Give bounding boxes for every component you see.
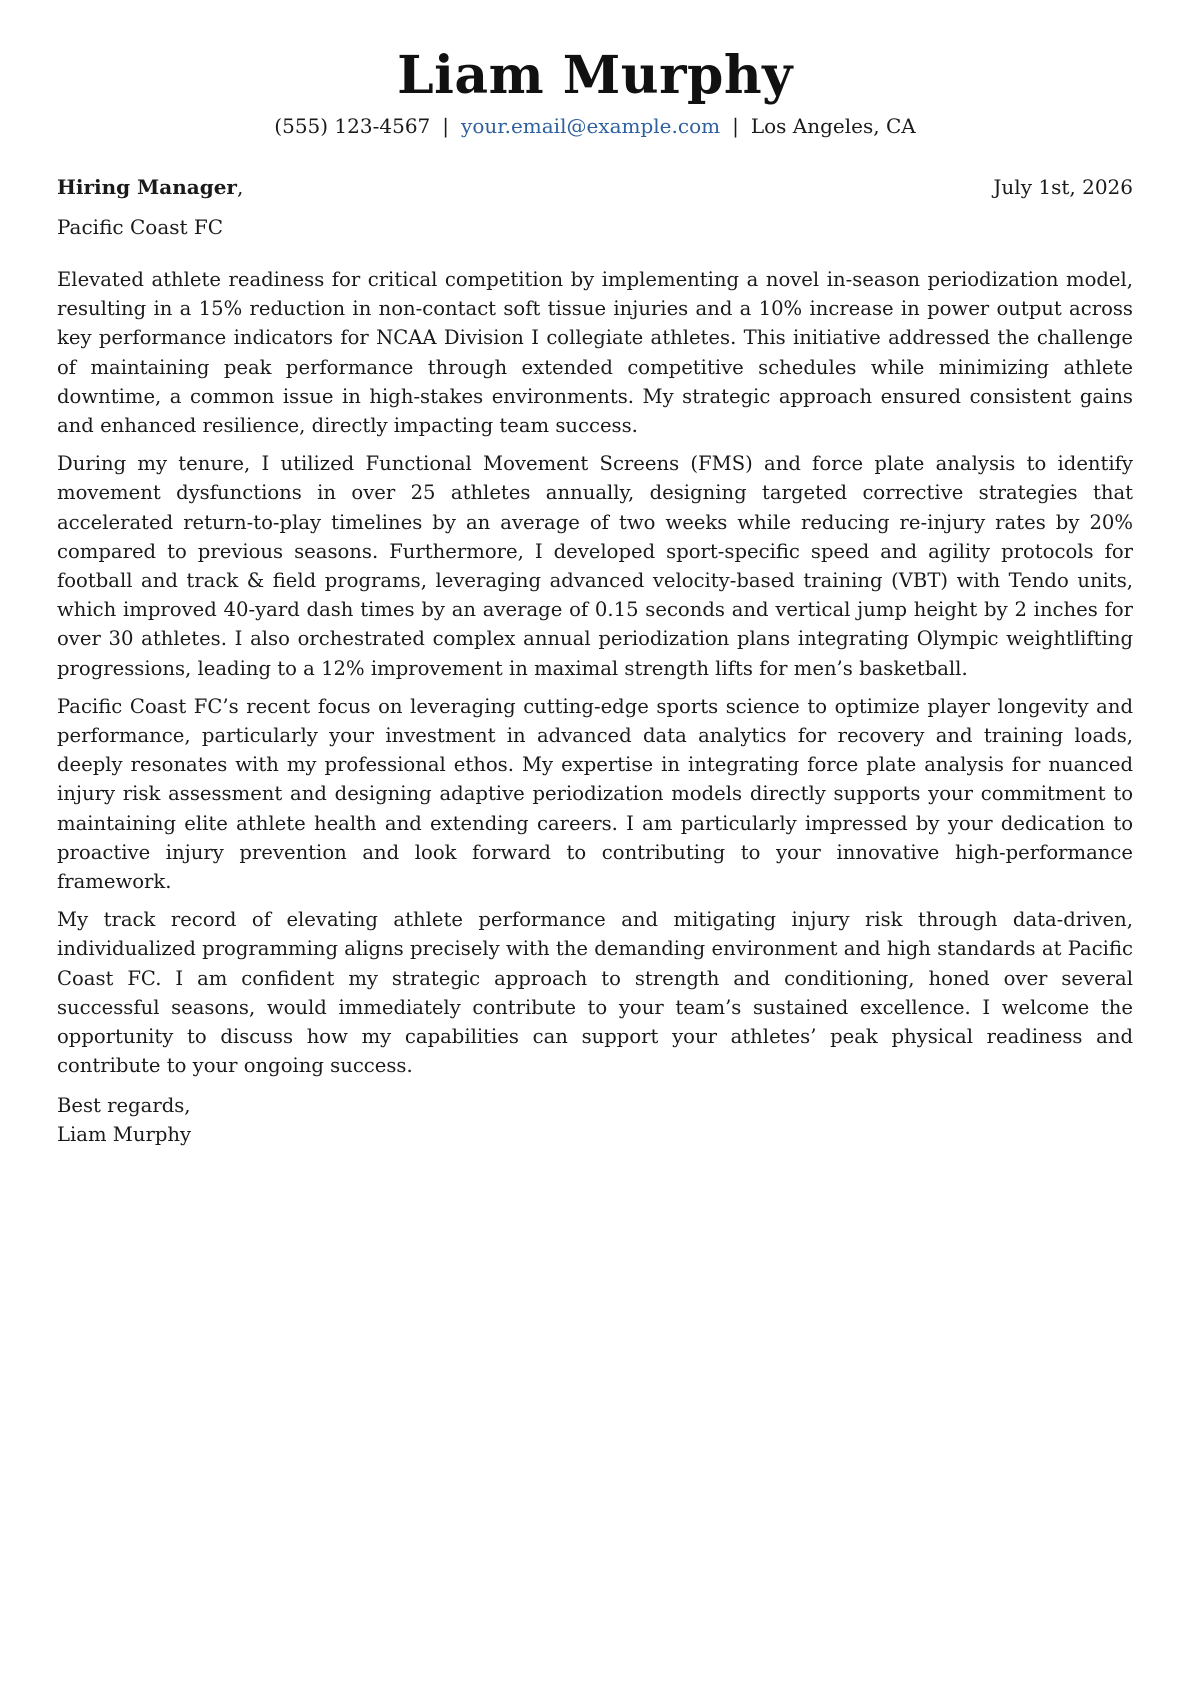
contact-line: [57, 110, 1133, 142]
recipient-salutation: [57, 171, 243, 203]
closing-block: [57, 1091, 1133, 1149]
location: Los Angeles, CA: [750, 114, 916, 138]
company-name: Pacific Coast FC: [57, 215, 224, 239]
separator: |: [732, 114, 739, 138]
body-paragraph: My track record of elevating athlete performance and mitigating injury risk through data-driven, individualized programming aligns precisely with the demanding environment and high standards at Pacific Coast FC. I am confident my strategic approach to strength and conditioning, honed over several successful seasons, would immediately contribute to your team’s sustained excellence. I welcome the opportunity to discuss how my capabilities can support your athletes’ peak physical readiness and contribute to your ongoing success.: [57, 908, 1133, 1078]
body-paragraph: Elevated athlete readiness for critical competition by implementing a novel in-season periodization model, resulting in a 15% reduction in non-contact soft tissue injuries and a 10% increase in power output across key performance indicators for NCAA Division I collegiate athletes. This initiative addressed the challenge of maintaining peak performance through extended competitive schedules while minimizing athlete downtime, a common issue in high-stakes environments. My strategic approach ensured consistent gains and enhanced resilience, directly impacting team success.: [57, 268, 1133, 438]
email-link[interactable]: your.email@example.com: [461, 114, 721, 138]
cover-letter-page: [57, 0, 1133, 1683]
applicant-name: Liam Murphy: [397, 45, 793, 106]
recipient-name: Hiring Manager: [57, 175, 237, 199]
separator: |: [442, 114, 450, 138]
closing-phrase: Best regards,: [57, 1094, 191, 1118]
signature-name: Liam Murphy: [57, 1123, 192, 1147]
body-paragraph: During my tenure, I utilized Functional Movement Screens (FMS) and force plate analysis to identify movement dysfunctions in over 25 athletes annually, designing targeted corrective strategies that accelerated return-to-play timelines by an average of two weeks while reducing re-injury rates by 20% compared to previous seasons. Furthermore, I developed sport-specific speed and agility protocols for football and track & field programs, leveraging advanced velocity-based training (VBT) with Tendo units, which improved 40-yard dash times by an average of 0.15 seconds and vertical jump height by 2 inches for over 30 athletes. I also orchestrated complex annual periodization plans integrating Olympic weightlifting progressions, leading to a 12% improvement in maximal strength lifts for men’s basketball.: [57, 452, 1133, 680]
phone-number: (555) 123-4567: [274, 114, 431, 138]
body-paragraph: Pacific Coast FC’s recent focus on leveraging cutting-edge sports science to optimize player longevity and performance, particularly your investment in advanced data analytics for recovery and training loads, deeply resonates with my professional ethos. My expertise in integrating force plate analysis for nuanced injury risk assessment and designing adaptive periodization models directly supports your commitment to maintaining elite athlete health and extending careers. I am particularly impressed by your dedication to proactive injury prevention and look forward to contributing to your innovative high-performance framework.: [57, 694, 1133, 894]
letter-body: [57, 265, 1133, 1080]
letter-date: July 1st, 2026: [993, 175, 1133, 199]
recipient-comma: ,: [236, 175, 244, 199]
recipient-date-row: [57, 171, 1133, 203]
